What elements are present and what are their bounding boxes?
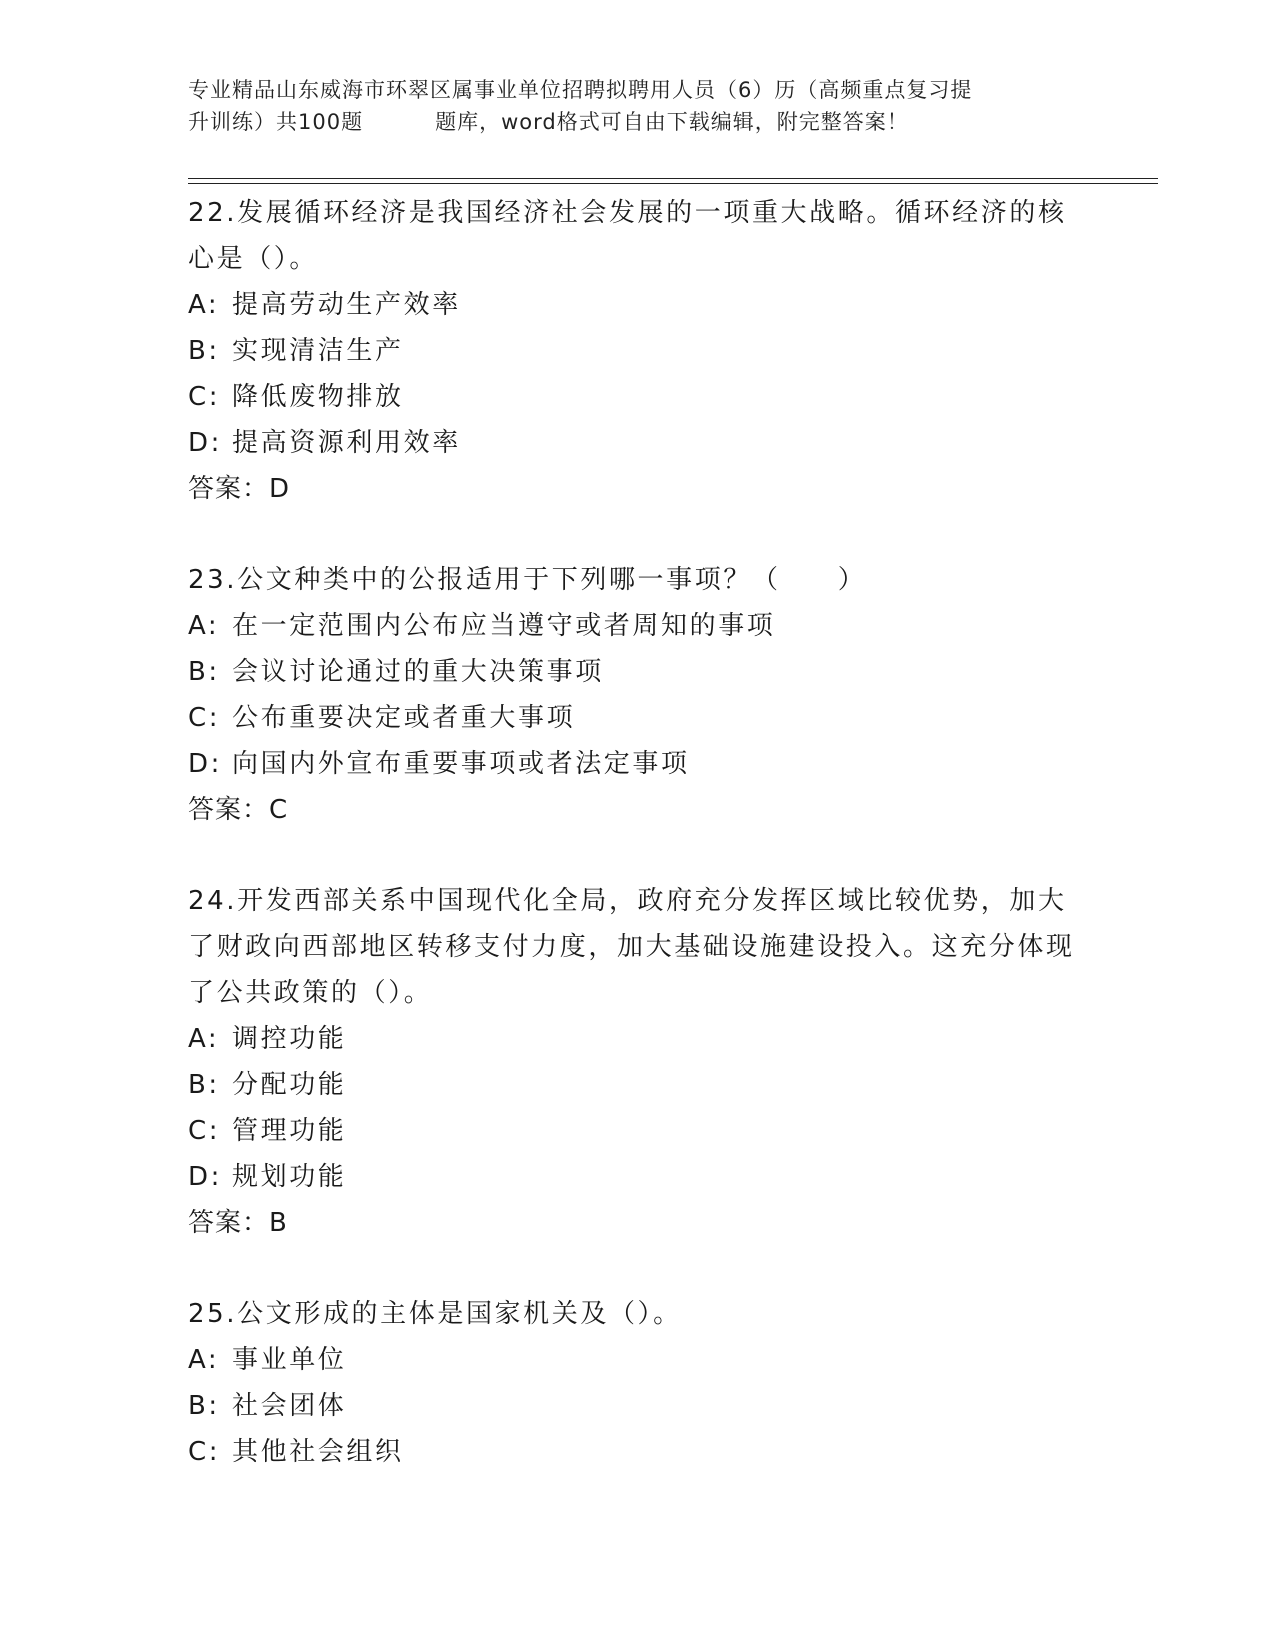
option-d bbox=[188, 420, 1088, 466]
answer-line: 答案：B bbox=[188, 1208, 288, 1238]
question-22 bbox=[188, 190, 1088, 512]
option-c bbox=[188, 1108, 1088, 1154]
option-b bbox=[188, 328, 1088, 374]
option-c bbox=[188, 374, 1088, 420]
option-b bbox=[188, 1062, 1088, 1108]
option-b bbox=[188, 1383, 1088, 1429]
option-text: 分配功能 bbox=[232, 1070, 347, 1100]
option-text: 降低废物排放 bbox=[232, 382, 404, 412]
header-line-1: 专业精品山东威海市环翠区属事业单位招聘拟聘用人员（6）历（高频重点复习提 bbox=[188, 78, 973, 102]
option-key: C: bbox=[188, 382, 221, 412]
question-text: 22.发展循环经济是我国经济社会发展的一项重大战略。循环经济的核心是（）。 bbox=[188, 198, 1067, 274]
header-line-2a: 升训练）共100题 bbox=[188, 110, 364, 134]
option-key: C: bbox=[188, 703, 221, 733]
question-text: 24.开发西部关系中国现代化全局，政府充分发挥区域比较优势，加大了财政向西部地区转移支付力度，加大基础设施建设投入。这充分体现了公共政策的（）。 bbox=[188, 886, 1075, 1008]
header-rule-bottom bbox=[188, 183, 1158, 184]
question-25 bbox=[188, 1291, 1088, 1475]
option-text: 实现清洁生产 bbox=[232, 336, 404, 366]
question-text: 25.公文形成的主体是国家机关及（）。 bbox=[188, 1299, 682, 1329]
question-24 bbox=[188, 878, 1088, 1246]
question-23 bbox=[188, 557, 1088, 833]
option-key: A: bbox=[188, 611, 220, 641]
option-key: C: bbox=[188, 1116, 221, 1146]
option-key: B: bbox=[188, 657, 220, 687]
question-list bbox=[188, 190, 1088, 1520]
option-key: D: bbox=[188, 749, 222, 779]
option-d bbox=[188, 741, 1088, 787]
option-key: C: bbox=[188, 1437, 221, 1467]
option-key: A: bbox=[188, 1024, 220, 1054]
header-line-2 bbox=[188, 106, 1088, 138]
option-b bbox=[188, 649, 1088, 695]
header-line-2b: 题库，word格式可自由下载编辑，附完整答案！ bbox=[435, 110, 909, 134]
option-text: 在一定范围内公布应当遵守或者周知的事项 bbox=[232, 611, 776, 641]
answer-line: 答案：C bbox=[188, 795, 289, 825]
option-key: D: bbox=[188, 1162, 222, 1192]
option-key: B: bbox=[188, 336, 220, 366]
option-a bbox=[188, 603, 1088, 649]
option-text: 提高资源利用效率 bbox=[232, 428, 461, 458]
option-a bbox=[188, 282, 1088, 328]
question-text: 23.公文种类中的公报适用于下列哪一事项？（ ） bbox=[188, 565, 867, 595]
header-rule-top bbox=[188, 178, 1158, 179]
option-text: 会议讨论通过的重大决策事项 bbox=[232, 657, 604, 687]
document-header bbox=[188, 74, 1088, 138]
option-text: 规划功能 bbox=[232, 1162, 347, 1192]
option-text: 管理功能 bbox=[232, 1116, 347, 1146]
option-a bbox=[188, 1337, 1088, 1383]
option-d bbox=[188, 1154, 1088, 1200]
answer-line: 答案：D bbox=[188, 474, 291, 504]
option-text: 提高劳动生产效率 bbox=[232, 290, 461, 320]
option-key: A: bbox=[188, 290, 220, 320]
option-text: 社会团体 bbox=[232, 1391, 347, 1421]
option-a bbox=[188, 1016, 1088, 1062]
option-c bbox=[188, 695, 1088, 741]
option-key: A: bbox=[188, 1345, 220, 1375]
option-text: 其他社会组织 bbox=[232, 1437, 404, 1467]
option-key: D: bbox=[188, 428, 222, 458]
option-text: 事业单位 bbox=[232, 1345, 347, 1375]
option-c bbox=[188, 1429, 1088, 1475]
option-key: B: bbox=[188, 1391, 220, 1421]
option-text: 公布重要决定或者重大事项 bbox=[232, 703, 576, 733]
option-text: 调控功能 bbox=[232, 1024, 347, 1054]
option-key: B: bbox=[188, 1070, 220, 1100]
option-text: 向国内外宣布重要事项或者法定事项 bbox=[232, 749, 690, 779]
